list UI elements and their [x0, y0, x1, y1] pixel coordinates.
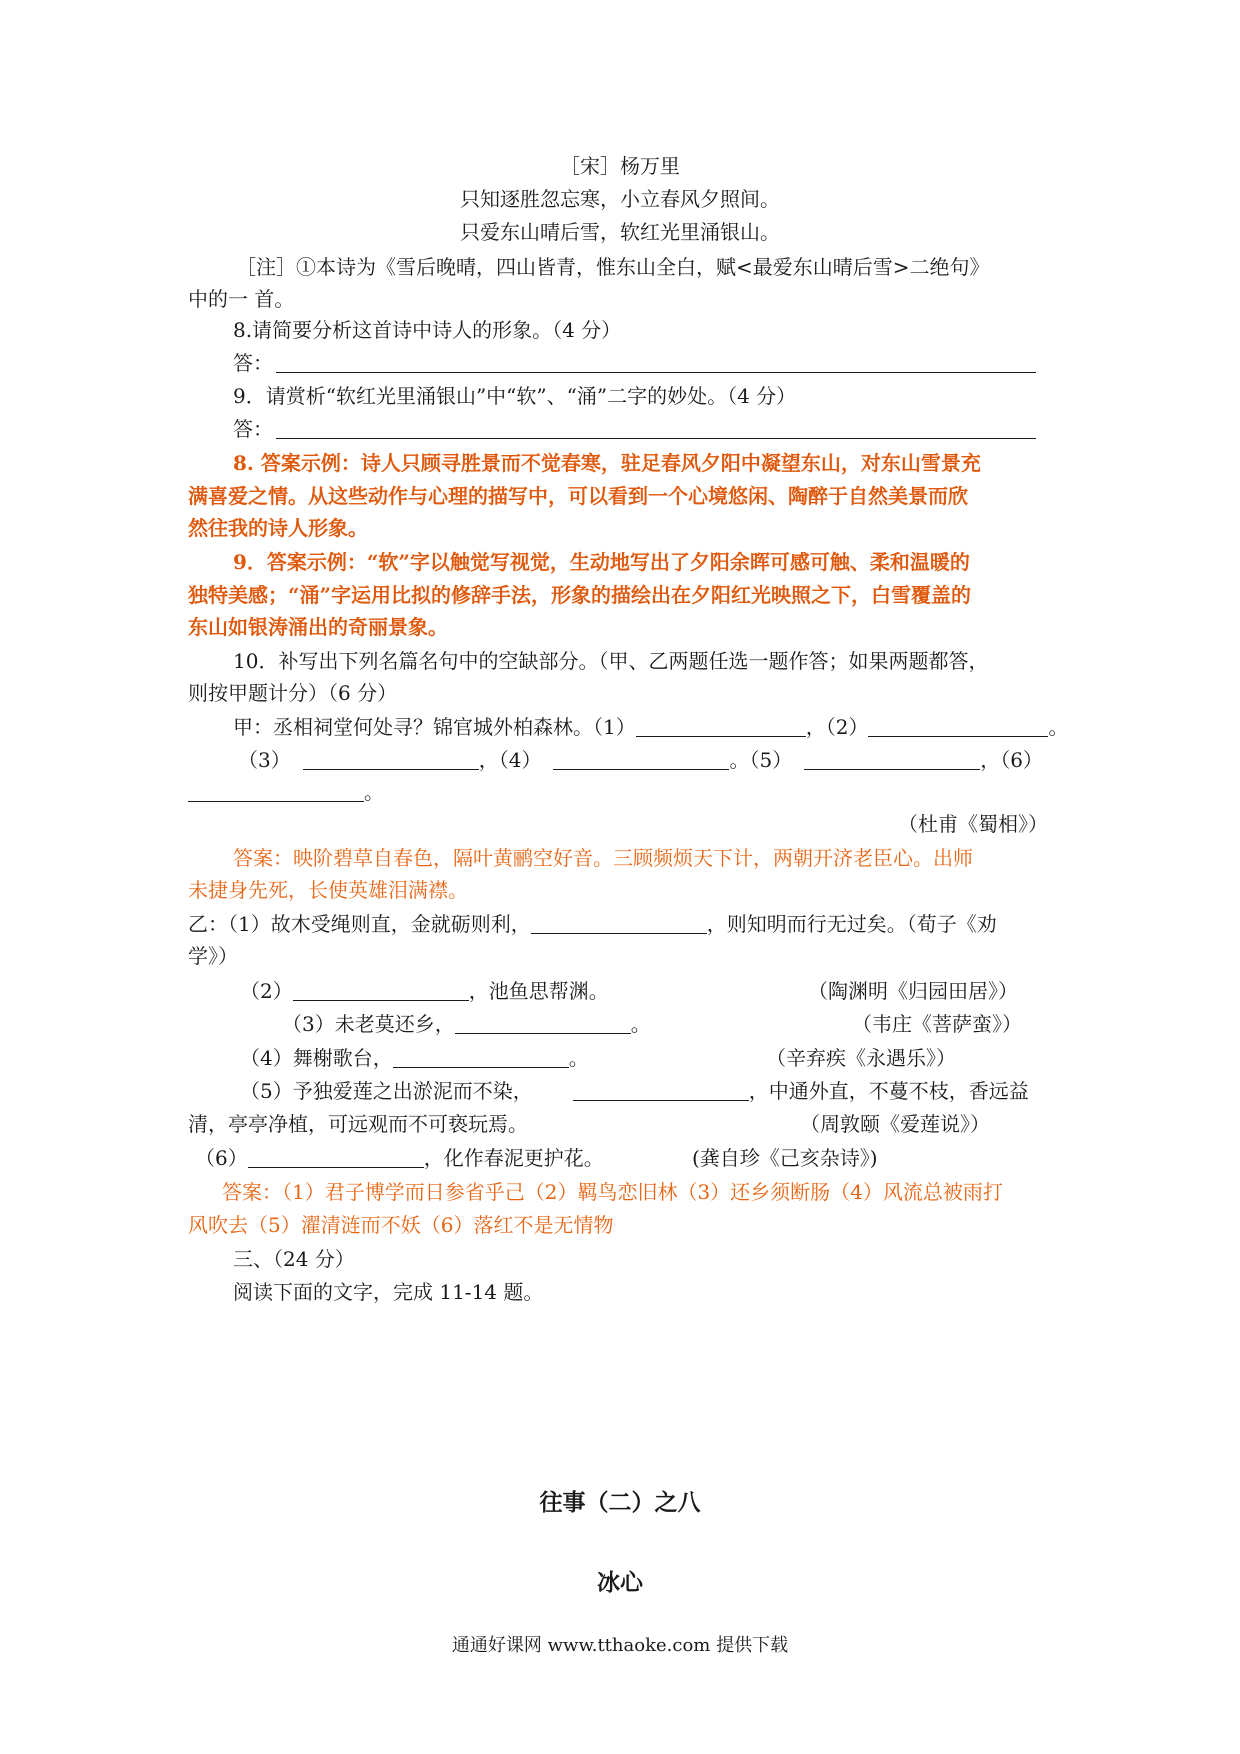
section-3-instruction: 阅读下面的文字，完成 11-14 题。: [233, 1280, 544, 1304]
yi-item-2: （2） ，池鱼思帮渊。: [240, 979, 609, 1003]
jia-answer-line-2: 未捷身先死，长使英雄泪满襟。: [188, 878, 468, 902]
question-10-line-1: 10．补写出下列名篇名句中的空缺部分。（甲、乙两题任选一题作答；如果两题都答，: [233, 649, 989, 673]
jia-line-1: 甲：丞相祠堂何处寻？锦官城外柏森林。（1） ，（2） 。: [233, 715, 1069, 739]
yi-item-5-line-2: 清，亭亭净植，可远观而不可亵玩焉。: [188, 1112, 528, 1136]
article-title: 往事（二）之八: [539, 1489, 701, 1516]
yi-item-6: （6） ，化作春泥更护花。: [195, 1146, 604, 1170]
jia-line-3: 。: [188, 776, 384, 808]
yi-item-4: （4）舞榭歌台， 。: [240, 1046, 589, 1070]
poem-line-2: 只爱东山晴后雪，软红光里涌银山。: [460, 220, 780, 244]
question-9: 9．请赏析“软红光里涌银山”中“软”、“涌”二字的妙处。（4 分）: [233, 384, 797, 408]
yi-item-5: （5）予独爱莲之出淤泥而不染， ，中通外直，不蔓不枝，香远益: [240, 1079, 1029, 1103]
poem-note-line-2: 中的一 首。: [188, 287, 295, 311]
article-author: 冰心: [597, 1569, 643, 1596]
yi-item-3-source: （韦庄《菩萨蛮》）: [852, 1012, 1022, 1036]
yi-item-4-source: （辛弃疾《永遇乐》）: [766, 1046, 956, 1070]
jia-blank-1[interactable]: [636, 716, 806, 737]
poem-author: ［宋］杨万里: [560, 154, 680, 178]
question-10-line-2: 则按甲题计分）（6 分）: [188, 681, 398, 705]
poem-note-line-1: ［注］①本诗为《雪后晚晴，四山皆青，惟东山全白，赋<最爱东山晴后雪>二绝句》: [236, 255, 990, 279]
yi-answer-line-1: 答案：（1）君子博学而日参省乎己（2）羁鸟恋旧林（3）还乡须断肠（4）风流总被雨打: [222, 1180, 1003, 1204]
jia-line-2: （3） ，（4） 。（5） ，（6）: [238, 748, 1043, 772]
answer-9-line-2: 独特美感；“涌”字运用比拟的修辞手法，形象的描绘出在夕阳红光映照之下，白雪覆盖的: [188, 583, 972, 607]
yi-blank-5[interactable]: [573, 1080, 749, 1101]
yi-blank-4[interactable]: [393, 1047, 569, 1068]
answer-9-line-1: 9．答案示例：“软”字以触觉写视觉，生动地写出了夕阳余晖可感可触、柔和温暖的: [233, 550, 970, 574]
answer-9-line-3: 东山如银涛涌出的奇丽景象。: [188, 615, 448, 639]
answer-8-line-2: 满喜爱之情。从这些动作与心理的描写中，可以看到一个心境悠闲、陶醉于自然美景而欣: [188, 484, 968, 508]
yi-item-5-source: （周敦颐《爱莲说》）: [800, 1112, 990, 1136]
jia-blank-2[interactable]: [868, 716, 1048, 737]
jia-source: （杜甫《蜀相》）: [898, 812, 1048, 836]
jia-blank-5[interactable]: [804, 749, 980, 770]
question-9-answer-line[interactable]: [276, 438, 1036, 439]
question-8-answer-label: 答：: [233, 351, 273, 375]
yi-answer-line-2: 风吹去（5）濯清涟而不妖（6）落红不是无情物: [188, 1213, 614, 1237]
question-8-answer-line[interactable]: [276, 372, 1036, 373]
poem-line-1: 只知逐胜忽忘寒，小立春风夕照间。: [460, 187, 780, 211]
question-9-answer-label: 答：: [233, 417, 273, 441]
yi-item-1: 乙：（1）故木受绳则直，金就砺则利， ，则知明而行无过矣。（荀子《劝: [188, 912, 997, 936]
yi-item-3: （3）未老莫还乡， 。: [282, 1012, 651, 1036]
answer-8-line-3: 然往我的诗人形象。: [188, 516, 368, 540]
jia-blank-3[interactable]: [303, 749, 479, 770]
page-footer: 通通好课网 www.tthaoke.com 提供下载: [451, 1635, 789, 1656]
yi-blank-6[interactable]: [248, 1147, 424, 1168]
jia-blank-4[interactable]: [553, 749, 729, 770]
yi-blank-2[interactable]: [293, 980, 469, 1001]
yi-item-2-source: （陶渊明《归园田居》）: [808, 979, 1018, 1003]
question-8: 8.请简要分析这首诗中诗人的形象。（4 分）: [233, 318, 622, 342]
jia-answer-line-1: 答案：映阶碧草自春色，隔叶黄鹂空好音。三顾频烦天下计，两朝开济老臣心。出师: [233, 846, 973, 870]
yi-blank-1[interactable]: [531, 913, 707, 934]
yi-item-1-line-2: 学》）: [188, 944, 238, 968]
section-3-heading: 三、（24 分）: [233, 1247, 355, 1271]
yi-blank-3[interactable]: [455, 1013, 631, 1034]
answer-8-line-1: 8. 答案示例：诗人只顾寻胜景而不觉春寒，驻足春风夕阳中凝望东山，对东山雪景充: [233, 451, 981, 475]
jia-blank-6[interactable]: [188, 781, 364, 802]
yi-item-6-source: (龚自珍《己亥杂诗》): [692, 1146, 878, 1170]
